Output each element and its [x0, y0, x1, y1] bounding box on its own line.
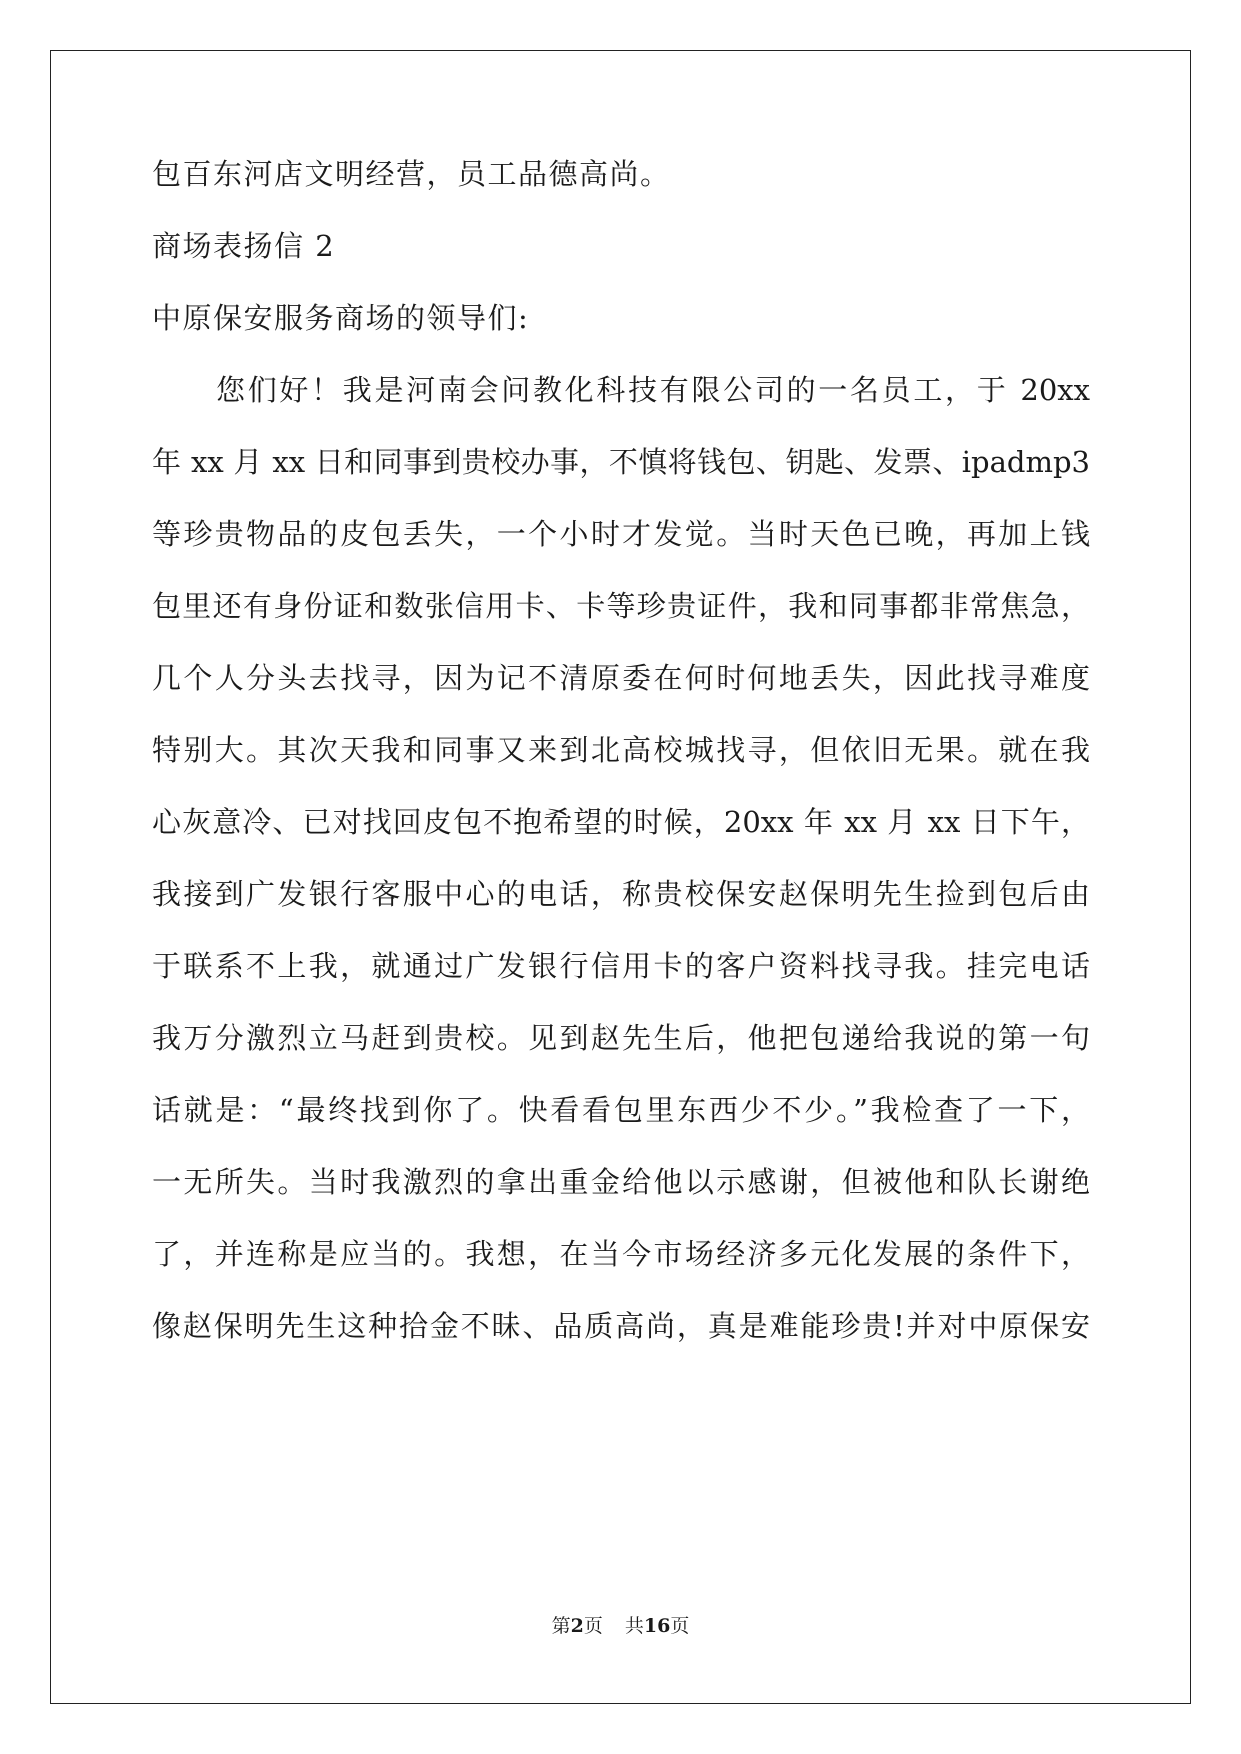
paragraph-line: 于联系不上我，就通过广发银行信用卡的客户资料找寻我。挂完电话 [152, 949, 1090, 983]
paragraph-line: 您们好！我是河南会问教化科技有限公司的一名员工，于 20xx [216, 373, 1090, 407]
paragraph-line: 我万分激烈立马赶到贵校。见到赵先生后，他把包递给我说的第一句 [152, 1021, 1090, 1055]
page-footer [0, 1614, 1241, 1638]
paragraph-line: 我接到广发银行客服中心的电话，称贵校保安赵保明先生捡到包后由 [152, 877, 1090, 911]
salutation: 中原保安服务商场的领导们: [152, 301, 530, 335]
paragraph-line: 包百东河店文明经营，员工品德高尚。 [152, 157, 671, 191]
paragraph-line: 心灰意冷、已对找回皮包不抱希望的时候，20xx 年 xx 月 xx 日下午， [152, 805, 1090, 839]
paragraph-line: 几个人分头去找寻，因为记不清原委在何时何地丢失，因此找寻难度 [152, 661, 1090, 695]
total-pages-prefix: 共 [624, 1615, 644, 1637]
paragraph-line: 包里还有身份证和数张信用卡、卡等珍贵证件，我和同事都非常焦急， [152, 589, 1090, 623]
paragraph-line: 像赵保明先生这种拾金不昧、品质高尚，真是难能珍贵!并对中原保安 [152, 1309, 1090, 1343]
paragraph-line: 特别大。其次天我和同事又来到北高校城找寻，但依旧无果。就在我 [152, 733, 1090, 767]
page-number-prefix: 第 [551, 1615, 571, 1637]
paragraph-line: 话就是：“最终找到你了。快看看包里东西少不少。”我检查了一下， [152, 1093, 1090, 1127]
page-number: 2 [570, 1615, 584, 1637]
section-heading: 商场表扬信 2 [152, 229, 336, 263]
paragraph-line: 年 xx 月 xx 日和同事到贵校办事，不慎将钱包、钥匙、发票、ipadmp3 [152, 445, 1090, 479]
paragraph-line: 一无所失。当时我激烈的拿出重金给他以示感谢，但被他和队长谢绝 [152, 1165, 1090, 1199]
paragraph-line: 了，并连称是应当的。我想，在当今市场经济多元化发展的条件下， [152, 1237, 1090, 1271]
paragraph-line: 等珍贵物品的皮包丢失，一个小时才发觉。当时天色已晚，再加上钱 [152, 517, 1090, 551]
total-pages-suffix: 页 [670, 1615, 690, 1637]
page-number-suffix: 页 [583, 1615, 603, 1637]
total-pages: 16 [643, 1615, 671, 1637]
